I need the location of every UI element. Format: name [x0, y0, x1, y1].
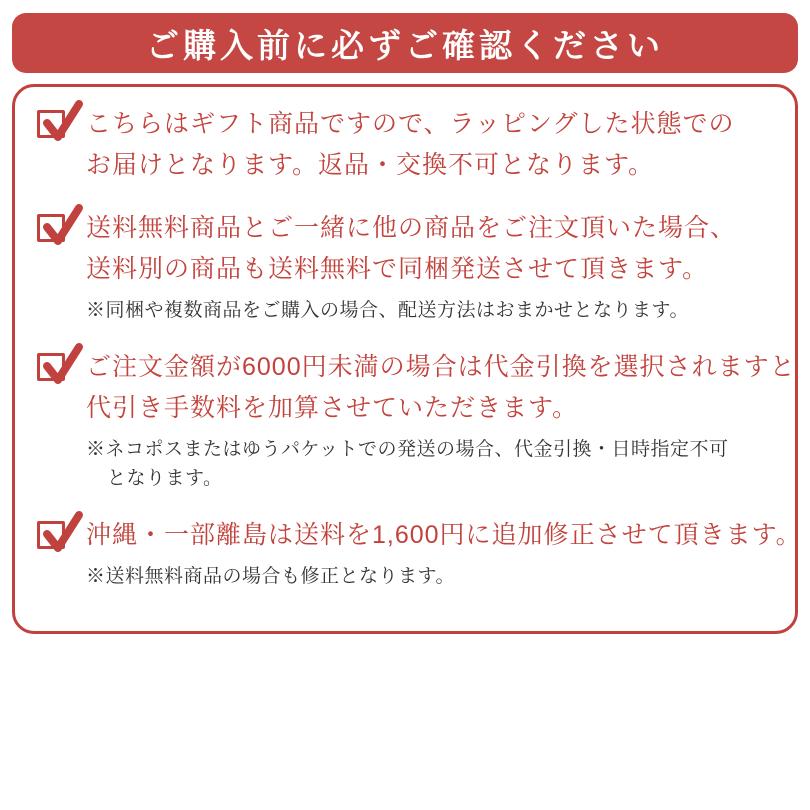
item-note-line: ※同梱や複数商品をご購入の場合、配送方法はおまかせとなります。 [86, 300, 689, 321]
item-text-line: お届けとなります。返品・交換不可となります。 [86, 151, 655, 179]
item-text-line: 沖縄・一部離島は送料を1,600円に追加修正させて頂きます。 [86, 521, 802, 549]
checkmark-icon [40, 203, 84, 247]
checked-checkbox-icon [37, 353, 65, 381]
item-note-line: となります。 [107, 468, 223, 489]
checked-checkbox-icon [37, 521, 65, 549]
purchase-notice-page [0, 13, 810, 810]
notice-title: ご購入前に必ずご確認ください [146, 26, 664, 64]
item-text-block [86, 208, 736, 325]
checkmark-icon [40, 342, 84, 386]
checkmark-icon [40, 99, 84, 143]
checkmark-icon [40, 510, 84, 554]
item-text-line: 代引き手数料を加算させていただきます。 [86, 394, 579, 422]
item-text-block [86, 347, 796, 493]
item-text-block [86, 515, 802, 591]
notice-header-banner [12, 13, 798, 73]
notice-content-box [12, 84, 802, 634]
notice-item-okinawa-surcharge [37, 515, 802, 591]
checked-checkbox-icon [37, 110, 65, 138]
item-note-line: ※ネコポスまたはゆうパケットでの発送の場合、代金引換・日時指定不可 [86, 439, 729, 460]
item-note-line: ※送料無料商品の場合も修正となります。 [86, 566, 455, 587]
item-text-line: 送料別の商品も送料無料で同梱発送させて頂きます。 [86, 255, 709, 283]
item-text-line: 送料無料商品とご一緒に他の商品をご注文頂いた場合、 [86, 214, 737, 242]
item-text-block [86, 104, 735, 186]
notice-item-gift [37, 104, 785, 186]
item-text-line: ご注文金額が6000円未満の場合は代金引換を選択されますと [86, 353, 796, 381]
notice-item-cod-fee [37, 347, 796, 493]
notice-item-bundled-shipping [37, 208, 785, 325]
item-text-line: こちらはギフト商品ですので、ラッピングした状態での [86, 110, 735, 138]
checked-checkbox-icon [37, 214, 65, 242]
